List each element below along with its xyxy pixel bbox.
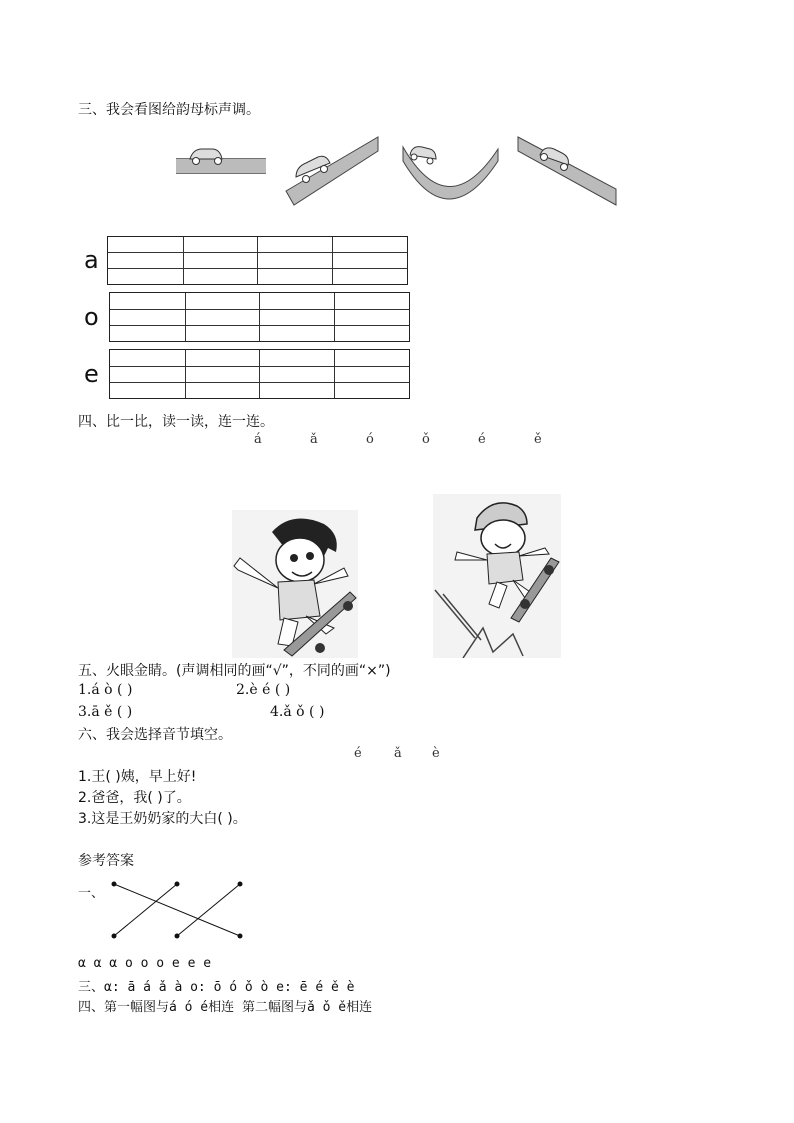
answer-4: 四、第一幅图与á ó é相连 第二幅图与ǎ ǒ ě相连 (78, 1000, 373, 1015)
tone-option-2: ǎ (310, 432, 318, 447)
tone-option-5: é (478, 432, 486, 447)
flat-road-car (176, 147, 266, 189)
letter-o: o (84, 303, 99, 331)
writing-grid-o[interactable] (109, 292, 410, 342)
tone-option-6: ě (534, 432, 542, 447)
boy-cap-skateboard-jump (433, 494, 561, 658)
section6-item-2: 2.爸爸，我( )了。 (78, 790, 191, 806)
section6-item-3: 3.这是王奶奶家的大白( )。 (78, 811, 247, 827)
section5-item-4: 4.ǎ ǒ ( ) (270, 704, 325, 720)
section5-item-2: 2.è é ( ) (236, 682, 291, 698)
answers-title: 参考答案 (78, 853, 134, 869)
answer-1-label: 一、 (78, 886, 105, 901)
downhill-road-car (518, 137, 616, 205)
boy-skateboard-jump (232, 510, 358, 658)
answer-3: 三、α: ā á ǎ à o: ō ó ǒ ò e: ē é ě è (78, 980, 355, 995)
tone-option-1: á (254, 432, 262, 447)
road-pictures (168, 125, 628, 213)
tone-option-3: ó (366, 432, 374, 447)
answer-1-matching-lines (104, 876, 254, 944)
section4-title: 四、比一比，读一读，连一连。 (78, 414, 274, 430)
letter-a: a (84, 246, 99, 274)
answer-1-letters: α α α o o o e e e (78, 956, 212, 971)
tone-option-4: ǒ (422, 432, 430, 447)
section6-title: 六、我会选择音节填空。 (78, 727, 232, 743)
syllable-option-1: é (354, 746, 362, 761)
section6-item-1: 1.王( )姨，早上好! (78, 769, 197, 785)
syllable-option-3: è (432, 746, 440, 761)
dip-road-car (403, 147, 498, 199)
uphill-road-car (286, 137, 378, 205)
section3-title: 三、我会看图给韵母标声调。 (78, 102, 260, 118)
section5-item-1: 1.á ò ( ) (78, 682, 133, 698)
writing-grid-a[interactable] (107, 236, 408, 285)
section5-title: 五、火眼金睛。(声调相同的画“√”，不同的画“×”) (78, 663, 391, 679)
writing-grid-e[interactable] (109, 349, 410, 399)
syllable-option-2: ǎ (394, 746, 402, 761)
section5-item-3: 3.ā ě ( ) (78, 704, 133, 720)
letter-e: e (84, 360, 99, 388)
